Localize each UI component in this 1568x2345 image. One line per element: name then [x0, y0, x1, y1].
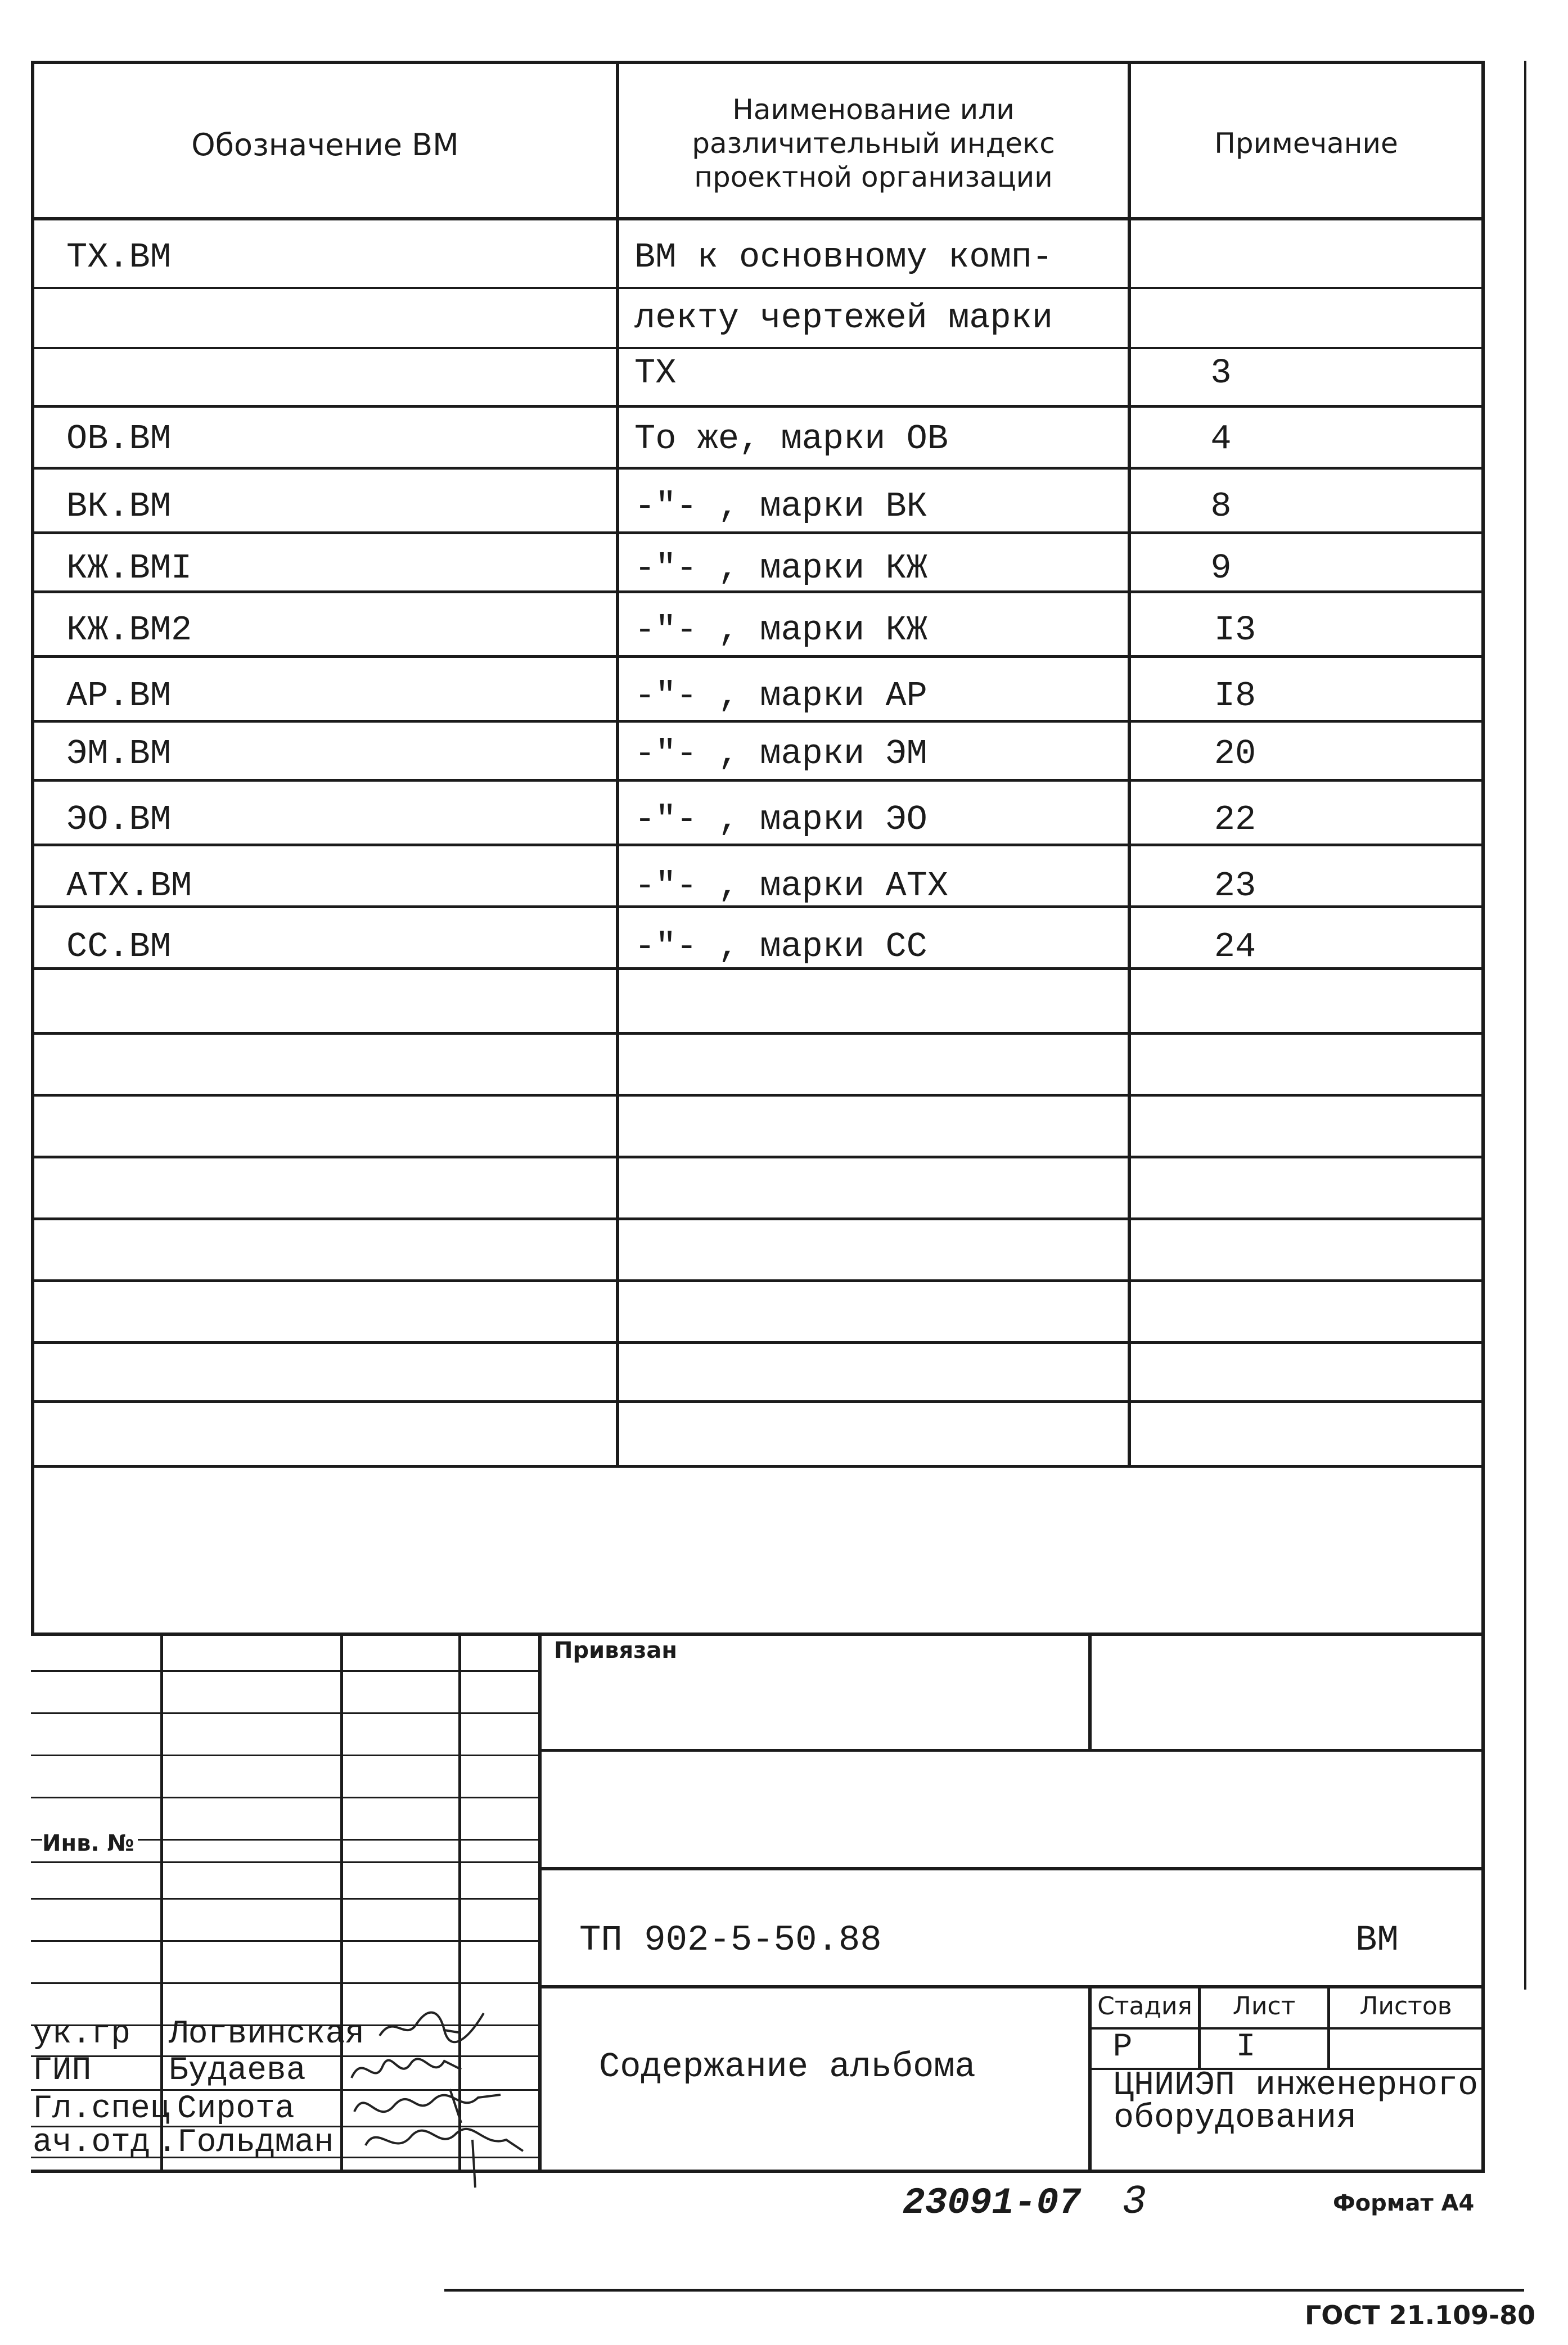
format-label: Формат А4 — [1333, 2190, 1475, 2216]
header-note: Примечание — [1214, 127, 1398, 160]
row-designation: АТХ.ВМ — [66, 866, 192, 906]
column-divider-1 — [616, 61, 619, 1467]
row-line — [31, 405, 1485, 408]
row-note: I8 — [1214, 676, 1256, 716]
row-line — [31, 967, 1485, 970]
person-name: .Сирота — [157, 2091, 295, 2127]
row-line — [31, 1400, 1485, 1403]
row-line — [31, 655, 1485, 658]
handwritten-number: 23091-07 — [903, 2182, 1081, 2224]
row-designation: АР.ВМ — [66, 676, 172, 716]
row-line — [31, 1341, 1485, 1344]
row-line — [31, 720, 1485, 723]
stamp-grid-line — [31, 1982, 540, 1984]
row-line — [31, 590, 1485, 593]
row-line — [31, 467, 1485, 470]
row-line — [31, 1156, 1485, 1158]
row-line — [31, 531, 1485, 534]
document-title: Содержание альбома — [599, 2047, 976, 2087]
row-designation: КЖ.ВМ2 — [66, 610, 192, 650]
row-line — [31, 1465, 1485, 1468]
person-name: Логвинская — [169, 2016, 365, 2053]
inventory-label: Инв. № — [42, 1830, 138, 1856]
row-designation: ЭМ.ВМ — [66, 734, 172, 774]
stamp-line — [540, 1985, 1485, 1988]
stamp-bottom-line — [31, 2170, 1485, 2173]
stamp-grid-line — [31, 1940, 540, 1942]
row-name: -"- , марки АТХ — [634, 866, 949, 906]
row-name: -"- , марки КЖ — [634, 610, 927, 650]
row-line — [31, 1279, 1485, 1282]
row-note: 3 — [1210, 353, 1232, 393]
row-note: 23 — [1214, 866, 1256, 906]
row-name: -"- , марки АР — [634, 676, 927, 716]
header-designation: Обозначение ВМ — [191, 127, 459, 163]
person-name: Будаева — [169, 2053, 306, 2089]
row-name: -"- , марки ЭО — [634, 800, 927, 840]
bound-label: Привязан — [554, 1638, 678, 1663]
row-line — [31, 779, 1485, 782]
stamp-grid-line — [31, 1861, 540, 1863]
role-label: ГИП — [33, 2053, 92, 2089]
row-name: -"- , марки КЖ — [634, 548, 927, 588]
row-designation: КЖ.ВМI — [66, 548, 192, 588]
organization-line2: оборудования — [1114, 2099, 1357, 2137]
header-name-line1: Наименование или — [732, 93, 1015, 126]
stage-label: Стадия — [1097, 1992, 1192, 2021]
gost-label: ГОСТ 21.109-80 — [1305, 2300, 1536, 2330]
signature-goldman — [360, 2117, 529, 2190]
frame-left-line — [31, 61, 34, 1635]
frame-top-line — [31, 61, 1485, 64]
stamp-line — [540, 1867, 1485, 1870]
stamp-grid-line — [31, 1898, 540, 1900]
row-line — [31, 844, 1485, 846]
page-mark: 3 — [1122, 2179, 1147, 2225]
person-name: .Гольдман — [157, 2125, 334, 2161]
header-name-line3: проектной организации — [694, 161, 1053, 193]
row-line — [31, 1094, 1485, 1097]
row-line — [31, 287, 1485, 289]
stamp-grid-line — [31, 1797, 540, 1798]
row-designation: ЭО.ВМ — [66, 800, 172, 840]
row-designation: ВК.ВМ — [66, 486, 172, 526]
organization-line1: ЦНИИЭП инженерного — [1114, 2067, 1479, 2105]
row-note: I3 — [1214, 610, 1256, 650]
row-note: 22 — [1214, 800, 1256, 840]
row-line — [31, 347, 1485, 349]
document-code: ВМ — [1355, 1920, 1399, 1961]
stamp-grid-line — [31, 1712, 540, 1714]
header-bottom-line — [31, 217, 1485, 220]
row-line — [31, 1217, 1485, 1220]
row-name: То же, марки ОВ — [634, 419, 949, 459]
sheet-label: Лист — [1232, 1992, 1296, 2021]
row-designation: ОВ.ВМ — [66, 419, 172, 459]
row-note: 20 — [1214, 734, 1256, 774]
row-note: 9 — [1210, 548, 1232, 588]
header-name-line2: различительный индекс — [692, 127, 1055, 160]
frame-outer-right-line — [1524, 61, 1526, 1990]
sheets-label: Листов — [1359, 1992, 1452, 2021]
stamp-divider — [1088, 1633, 1092, 1751]
role-label: ач.отд — [33, 2125, 150, 2161]
sheet-value: I — [1236, 2029, 1256, 2066]
footer-line — [444, 2289, 1524, 2292]
row-note: 8 — [1210, 486, 1232, 526]
row-name: -"- , марки СС — [634, 927, 927, 967]
stamp-grid-line — [31, 1670, 540, 1672]
row-line — [31, 1032, 1485, 1035]
row-name: ТХ — [634, 353, 677, 393]
frame-right-line — [1481, 61, 1485, 2172]
role-label: Гл.спец — [33, 2091, 170, 2127]
row-note: 4 — [1210, 419, 1232, 459]
row-name: лекту чертежей марки — [634, 298, 1053, 338]
row-designation: ТХ.ВМ — [66, 237, 172, 277]
row-note: 24 — [1214, 927, 1256, 967]
row-name: ВМ к основному комп- — [634, 237, 1053, 277]
stage-value: Р — [1112, 2029, 1133, 2066]
stamp-line — [540, 1749, 1485, 1752]
stamp-top-line — [31, 1633, 1485, 1636]
document-number: ТП 902-5-50.88 — [579, 1920, 882, 1961]
role-label: ук.гр — [33, 2016, 131, 2053]
stamp-grid-line — [31, 1755, 540, 1756]
signature-logvinskaya — [377, 2002, 489, 2047]
row-name: -"- , марки ВК — [634, 486, 927, 526]
row-name: -"- , марки ЭМ — [634, 734, 927, 774]
row-designation: СС.ВМ — [66, 927, 172, 967]
